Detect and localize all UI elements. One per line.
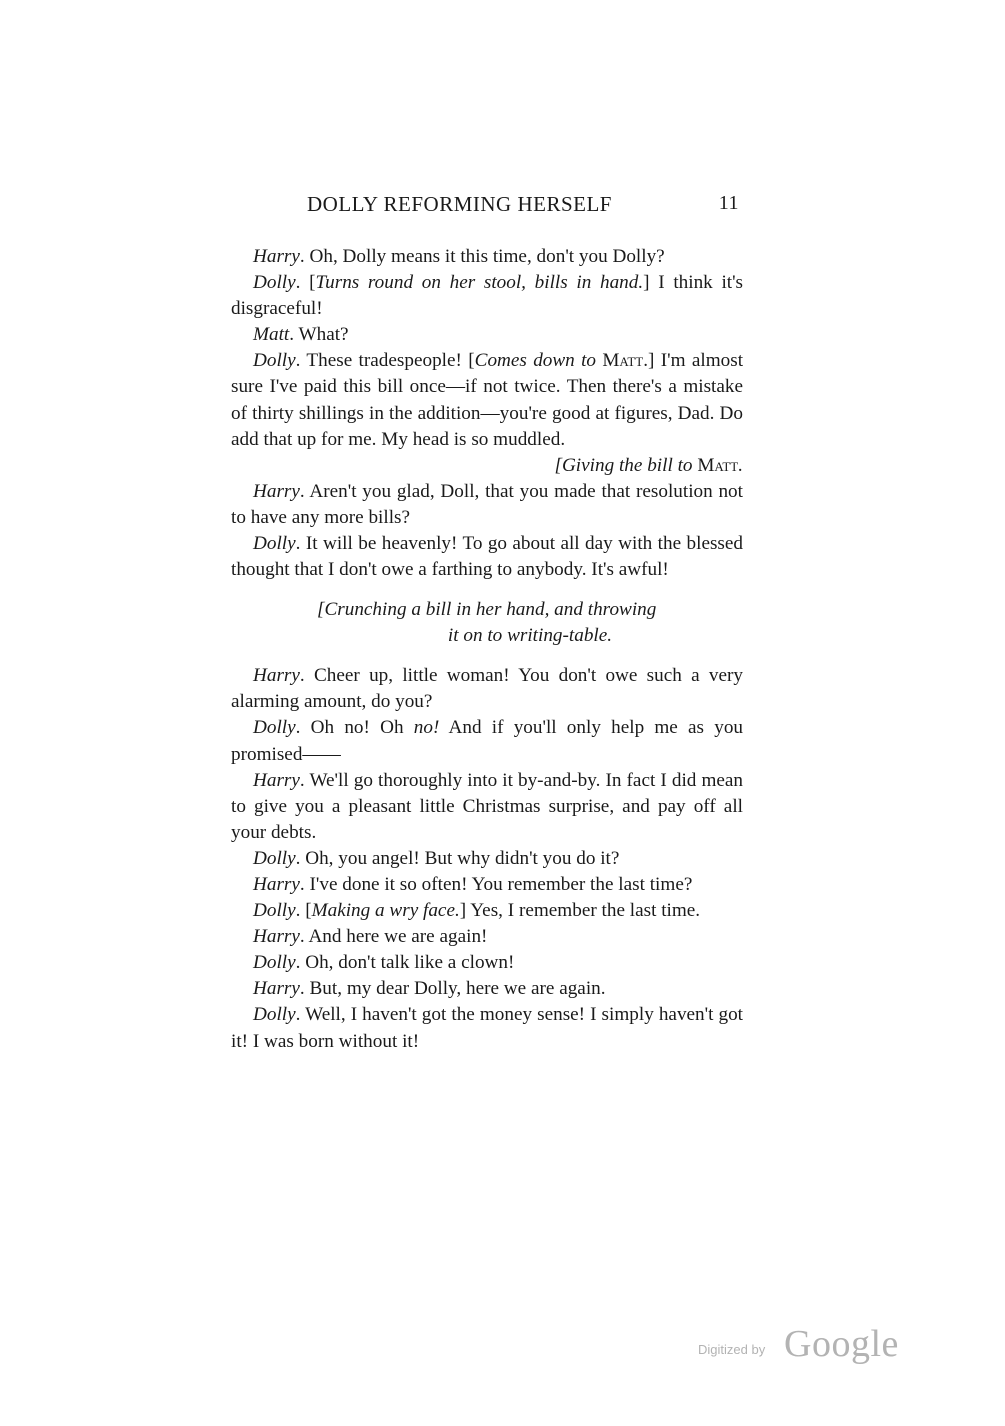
bracket: [: [468, 350, 475, 372]
speech: I'm almost sure I've paid this bill once—if not twice. Then there's a mistake of thirty shillings in the addition—you're good at figures, Dad. Do add that up for me. My head is so muddled.: [231, 350, 744, 450]
dialogue-line: Harry. I've done it so often! You remember the last time?: [253, 873, 693, 895]
stage-direction-block: [231, 597, 743, 649]
running-head: [231, 192, 743, 222]
bracket: ]: [459, 900, 467, 922]
dialogue-line: Dolly. It will be heavenly! To go about all day with the blessed thought that I don't owe a farthing to anybody. It's awful!: [231, 533, 743, 581]
dialogue-line: Harry. We'll go thoroughly into it by-and-by. In fact I did mean to give you a pleasant little Christmas surprise, and pay off all your debts.: [231, 769, 744, 843]
speech: But, my dear Dolly, here we are again.: [309, 978, 606, 1000]
speaker-name: Dolly: [253, 272, 296, 294]
running-title: DOLLY REFORMING HERSELF: [307, 192, 612, 216]
digitized-watermark: [698, 1320, 908, 1370]
dialogue-line: Harry. Cheer up, little woman! You don't owe such a very alarming amount, do you?: [231, 665, 744, 713]
stage-direction-line: [231, 453, 743, 479]
speech: And here we are again!: [308, 926, 488, 948]
speaker-name: Dolly: [253, 533, 296, 555]
punctuation: .: [738, 454, 743, 476]
google-logo: Google: [784, 1323, 899, 1365]
page-number: 11: [718, 192, 739, 214]
speech: It will be heavenly! To go about all day with the blessed thought that I don't owe a farthing to anybody. It's awful!: [231, 533, 743, 581]
speaker-name: Harry: [253, 665, 300, 687]
speaker-name: Harry: [253, 480, 300, 502]
bracket: [: [554, 454, 562, 476]
stage-direction: it on to writing-table.: [447, 625, 613, 647]
dialogue-line: Dolly. Well, I haven't got the money sense! I simply haven't got it! I was born without it!: [231, 1004, 744, 1052]
stage-direction: Giving the bill to: [561, 454, 693, 476]
speech: And if you'll only help me as you promised——: [231, 717, 744, 765]
bracket: .]: [643, 350, 655, 372]
dialogue-line: Dolly. Oh, you angel! But why didn't you do it?: [253, 847, 620, 869]
dialogue-line: Dolly. These tradespeople! [Comes down to Matt.] I'm almost sure I've paid this bill once—if not twice. Then there's a mistake of thirty shillings in the addition—you're good at figures, Dad. Do add that up for me. My head is so muddled.: [231, 350, 744, 450]
bracket: ]: [643, 272, 650, 294]
dialogue-line: Harry. But, my dear Dolly, here we are again.: [253, 978, 606, 1000]
speech: I think it's disgraceful!: [231, 272, 744, 320]
speaker-name: Harry: [253, 769, 300, 791]
speech: These tradespeople!: [306, 350, 462, 372]
speech: Yes, I remember the last time.: [470, 900, 701, 922]
speaker-name: Harry: [253, 926, 300, 948]
speaker-name: Dolly: [253, 900, 296, 922]
speaker-name: Dolly: [253, 350, 296, 372]
bracket: [: [309, 272, 316, 294]
character-name: Matt: [602, 350, 644, 372]
emphasis: no!: [413, 717, 440, 739]
dialogue-line: Harry. Aren't you glad, Doll, that you made that resolution not to have any more bills?: [231, 480, 743, 528]
speech: Oh, don't talk like a clown!: [305, 952, 515, 974]
speaker-name: Harry: [253, 873, 300, 895]
stage-direction: Making a wry face.: [311, 900, 460, 922]
speaker-name: Dolly: [253, 952, 296, 974]
speaker-name: Dolly: [253, 1004, 296, 1026]
dialogue-line: Harry. Oh, Dolly means it this time, don't you Dolly?: [253, 246, 665, 267]
dialogue-line: Dolly. Oh no! Oh no! And if you'll only help me as you promised——: [231, 717, 744, 765]
dialogue-line: Dolly. [Making a wry face.] Yes, I remember the last time.: [253, 900, 701, 922]
speaker-name: Matt: [253, 324, 290, 346]
dialogue-line: Dolly. [Turns round on her stool, bills in hand.] I think it's disgraceful!: [231, 272, 744, 320]
speech: What?: [298, 324, 349, 346]
speech: I've done it so often! You remember the last time?: [309, 873, 693, 895]
speech: Oh no! Oh: [310, 717, 404, 739]
dialogue-line: Harry. And here we are again!: [253, 926, 488, 948]
speaker-name: Harry: [253, 978, 300, 1000]
stage-direction: Turns round on her stool, bills in hand.: [315, 272, 644, 294]
play-text: [231, 244, 743, 1055]
character-name: Matt: [697, 454, 739, 476]
speech: Well, I haven't got the money sense! I simply haven't got it! I was born without it!: [231, 1004, 744, 1052]
speaker-name: Dolly: [253, 847, 296, 869]
bracket: [: [305, 900, 312, 922]
speaker-name: Harry: [253, 246, 300, 267]
watermark-prefix: Digitized by: [698, 1342, 766, 1357]
stage-direction: Comes down to: [474, 350, 597, 372]
speech: Oh, Dolly means it this time, don't you Dolly?: [309, 246, 665, 267]
dialogue-line: Dolly. Oh, don't talk like a clown!: [253, 952, 515, 974]
speech: We'll go thoroughly into it by-and-by. In fact I did mean to give you a pleasant little Christmas surprise, and pay off all your debts.: [231, 769, 744, 843]
speaker-name: Dolly: [253, 717, 296, 739]
speech: Oh, you angel! But why didn't you do it?: [305, 847, 620, 869]
speech: Cheer up, little woman! You don't owe such a very alarming amount, do you?: [231, 665, 744, 713]
dialogue-line: Matt. What?: [253, 324, 349, 346]
speech: Aren't you glad, Doll, that you made that resolution not to have any more bills?: [231, 480, 743, 528]
stage-direction: [Crunching a bill in her hand, and throwing: [317, 599, 657, 621]
